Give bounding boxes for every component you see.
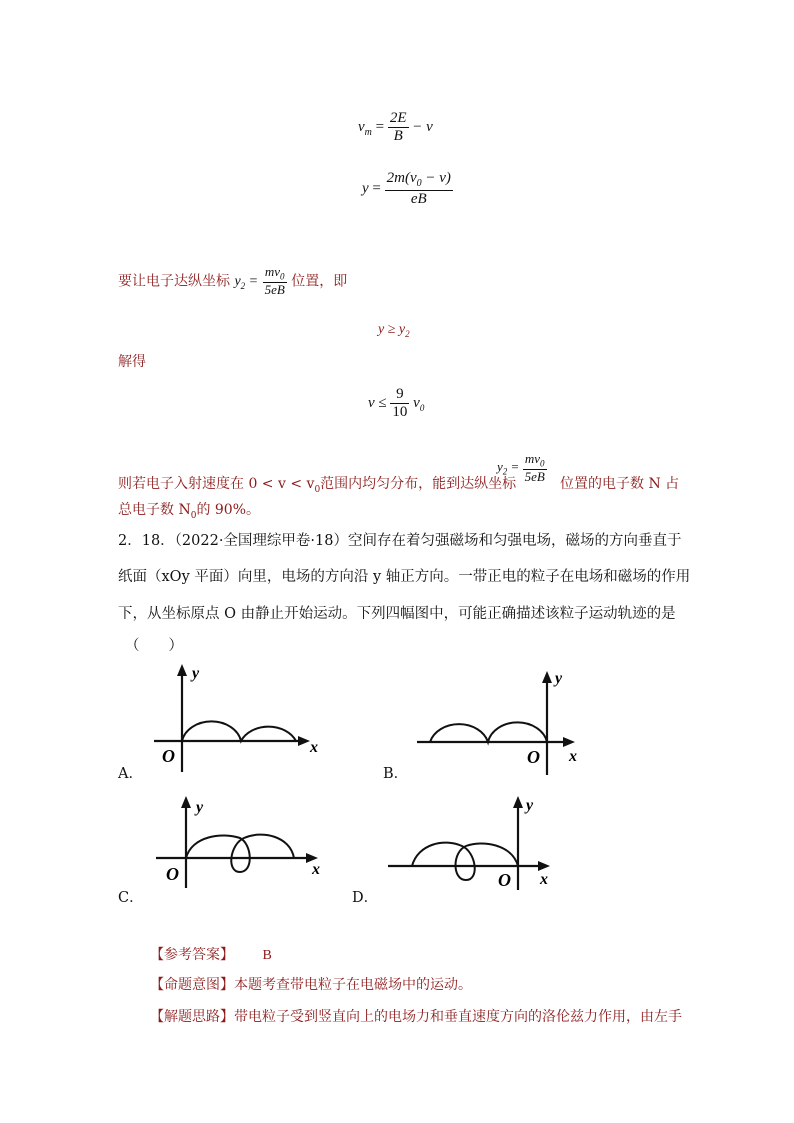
answer-value: B [262,948,272,963]
para1-y2: y [234,274,241,290]
inequality-y-ge-y2 [378,322,410,339]
question-line-2: 纸面（xOy 平面）向里，电场的方向沿 y 轴正方向。一带正电的粒子在电场和磁场的作用 [118,569,691,585]
para1-y2-sub: 2 [240,281,246,292]
option-c-label: C． [118,890,144,906]
paragraph-conclusion-line1-tail: 位置的电子数 N 占 [560,476,680,492]
ineq2-fraction [390,386,409,422]
question-line-3: 下，从坐标原点 O 由静止开始运动。下列四幅图中，可能正确描述该粒子运动轨迹的是 [118,606,676,622]
diagram-b-origin-label: O [527,747,540,767]
diagram-b-x-arrow [563,737,575,747]
vm-fraction [388,110,409,146]
diagram-a-y-arrow [177,664,187,676]
y-numerator: 2m(v [386,170,417,186]
question-line-1: 2．18．（2022·全国理综甲卷·18）空间存在着匀强磁场和匀强电场，磁场的方向垂直于 [118,533,682,549]
paragraph-conclusion-line2 [118,500,260,526]
y-denominator: eB [385,190,453,208]
diagram-b-x-label: x [569,748,577,765]
diagram-c-y-label: y [196,799,204,816]
diagram-d-origin-label: O [498,870,511,890]
vm-tail: − v [412,119,433,136]
diagram-c-y-arrow [181,796,191,808]
diagram-c-x-label: x [312,861,320,878]
para2-y2: y [497,459,503,475]
equation-y: y = $\frac{2m(v_0 - v)}{eB}$ [362,170,451,207]
vm-numerator: 2E [389,110,407,126]
para2-inline-formula: $y_2$ = $\frac{mv_0}{5eB}$ [497,451,545,484]
para2-line1-sub: 0 [314,484,321,495]
para2-line1-b: 范围内均匀分布，能到达纵坐标 [320,476,517,492]
question-line-4: （ ） [125,638,183,654]
diagram-a [150,660,330,780]
ineq1-text: y ≥ y [378,322,406,337]
diagram-a-x-arrow [298,736,310,746]
y-symbol: y [362,180,369,197]
answer-label: 【参考答案】 [150,947,234,963]
option-a-label: A． [118,766,143,782]
y-numerator-tail: − v) [421,170,451,186]
paragraph-conclusion-line1 [118,474,516,500]
y-numerator-subscript: 0 [416,178,422,189]
para1-text: 要让电子达纵坐标 [118,273,230,290]
para2-line2-a: 总电子数 N [118,502,191,518]
diagram-c-trajectory [186,835,294,872]
para1-frac-num-sub: 0 [280,271,285,282]
diagram-c-origin-label: O [166,864,179,884]
diagram-b-y-arrow [542,671,552,683]
para2-frac-den: 5eB [524,468,545,484]
para2-fraction [523,452,547,485]
ineq2-tail-sub: 0 [419,403,425,414]
para2-frac-num-sub: 0 [540,458,545,469]
answer-line [150,945,272,966]
intent-label: 【命题意图】 [150,977,234,993]
option-b-label: B． [383,766,409,782]
equation-vm: $v_m$ = $\frac{2E}{B}$ − v [358,110,433,145]
para1-fraction [263,265,287,298]
para1-tail: 位置，即 [291,273,348,290]
solve-label: 解得 [118,354,146,370]
ineq2-num: 9 [396,386,404,402]
para2-line1-a: 则若电子入射速度在 0 < v < v [118,476,315,492]
vm-symbol: v [358,119,365,136]
diagram-d-x-label: x [540,871,548,888]
intent-text: 本题考查带电粒子在电磁场中的运动。 [234,977,472,993]
para1-frac-den: 5eB [264,281,285,297]
option-d-label: D． [352,890,379,906]
approach-text: 带电粒子受到竖直向上的电场力和垂直速度方向的洛伦兹力作用，由左手 [234,1009,682,1025]
intent-line [150,975,472,995]
para2-line2-sub: 0 [190,510,197,521]
diagram-d-y-arrow [513,796,523,808]
ineq1-sub: 2 [405,328,410,339]
diagram-b-trajectory [430,722,547,742]
para2-frac-num: mv [524,451,540,466]
paragraph-target-position: 要让电子达纵坐标 $y_2$ = $\frac{mv_0}{5eB}$ 位置，即 [118,264,348,297]
ineq2-den: 10 [392,404,408,421]
approach-line [150,1007,682,1027]
diagram-d-y-label: y [526,797,534,814]
y-fraction [385,170,453,208]
diagram-b [415,665,585,780]
para2-line2-b: 的 90%。 [196,502,261,518]
diagram-c [152,788,332,893]
diagram-a-y-label: y [192,665,200,682]
diagram-a-x-label: x [310,739,318,756]
diagram-a-trajectory [182,721,296,741]
para2-y2-sub: 2 [502,467,508,478]
inequality-v [368,386,424,422]
para1-frac-num: mv [264,264,281,279]
diagram-a-origin-label: O [162,746,175,766]
vm-denominator: B [388,127,409,145]
vm-subscript: m [364,127,372,139]
ineq2-lhs: v ≤ [368,395,387,412]
diagram-d [386,790,566,895]
ineq2-tail: v [413,395,420,412]
approach-label: 【解题思路】 [150,1009,234,1025]
diagram-b-y-label: y [555,670,563,687]
diagram-d-x-arrow [538,861,550,871]
